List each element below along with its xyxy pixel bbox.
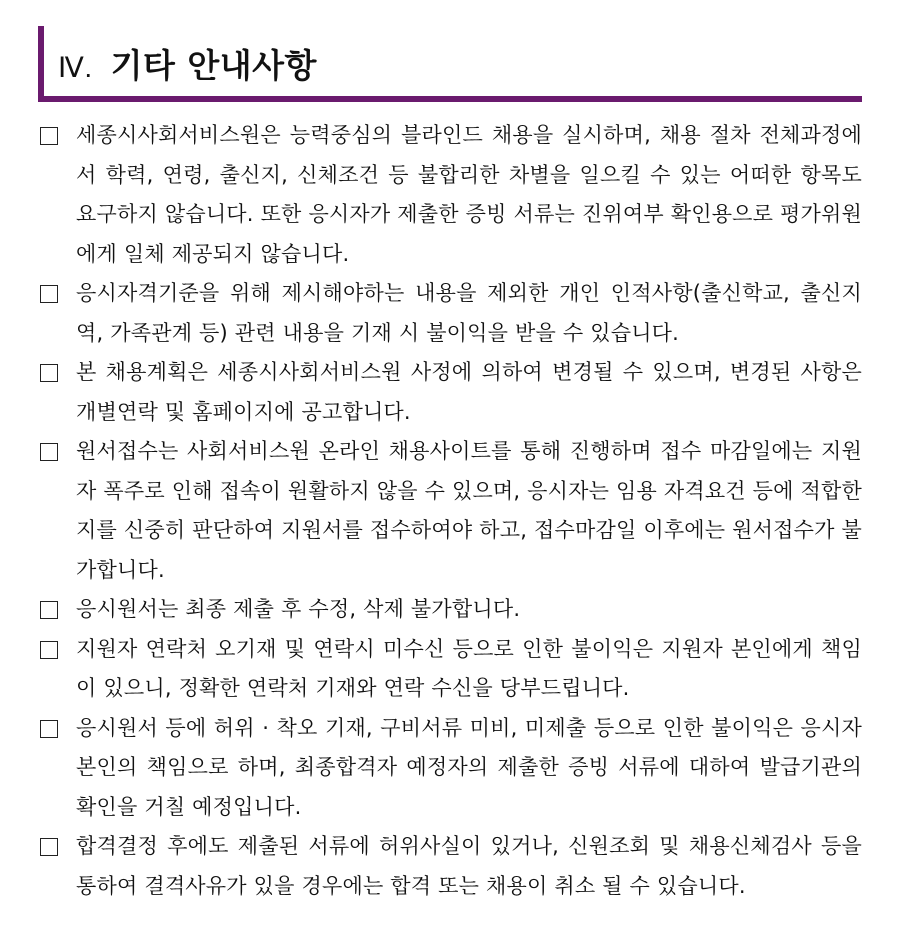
notice-text: 응시자격기준을 위해 제시해야하는 내용을 제외한 개인 인적사항(출신학교, 출신지역, 가족관계 등) 관련 내용을 기재 시 불이익을 받을 수 있습니다. xyxy=(76,281,862,345)
checkbox-icon xyxy=(40,285,58,303)
notice-item xyxy=(36,590,862,630)
checkbox-icon xyxy=(40,720,58,738)
notice-item xyxy=(36,274,862,353)
notice-text: 원서접수는 사회서비스원 온라인 채용사이트를 통해 진행하며 접수 마감일에는 지원자 폭주로 인해 접속이 원활하지 않을 수 있으며, 응시자는 임용 자격요건 등에 적합한지를 신중히 판단하여 지원서를 접수하여야 하고, 접수마감일 이후에는 원서접수가 불가합니다. xyxy=(76,439,862,582)
checkbox-icon xyxy=(40,443,58,461)
section-numeral: Ⅳ. xyxy=(58,52,93,83)
notice-list xyxy=(36,116,862,906)
notice-text: 응시원서 등에 허위 · 착오 기재, 구비서류 미비, 미제출 등으로 인한 불이익은 응시자 본인의 책임으로 하며, 최종합격자 예정자의 제출한 증빙 서류에 대하여 발급기관의 확인을 거칠 예정입니다. xyxy=(76,715,862,819)
checkbox-icon xyxy=(40,838,58,856)
notice-text: 합격결정 후에도 제출된 서류에 허위사실이 있거나, 신원조회 및 채용신체검사 등을 통하여 결격사유가 있을 경우에는 합격 또는 채용이 취소 될 수 있습니다. xyxy=(76,834,862,898)
notice-item xyxy=(36,116,862,274)
checkbox-icon xyxy=(40,364,58,382)
section-title xyxy=(58,40,317,87)
notice-item xyxy=(36,709,862,828)
checkbox-icon xyxy=(40,601,58,619)
notice-item xyxy=(36,432,862,590)
notice-text: 지원자 연락처 오기재 및 연락시 미수신 등으로 인한 불이익은 지원자 본인에게 책임이 있으니, 정확한 연락처 기재와 연락 수신을 당부드립니다. xyxy=(76,636,862,700)
notice-item xyxy=(36,827,862,906)
section-header xyxy=(38,26,862,102)
notice-item xyxy=(36,353,862,432)
checkbox-icon xyxy=(40,127,58,145)
notice-text: 본 채용계획은 세종시사회서비스원 사정에 의하여 변경될 수 있으며, 변경된 사항은 개별연락 및 홈페이지에 공고합니다. xyxy=(76,360,862,424)
notice-text: 응시원서는 최종 제출 후 수정, 삭제 불가합니다. xyxy=(76,597,521,621)
notice-item xyxy=(36,630,862,709)
notice-text: 세종시사회서비스원은 능력중심의 블라인드 채용을 실시하며, 채용 절차 전체과정에서 학력, 연령, 출신지, 신체조건 등 불합리한 차별을 일으킬 수 있는 어떠한 항목도 요구하지 않습니다. 또한 응시자가 제출한 증빙 서류는 진위여부 확인용으로 평가위원에게 일체 제공되지 않습니다. xyxy=(76,123,862,266)
section-title-text: 기타 안내사항 xyxy=(110,46,317,85)
checkbox-icon xyxy=(40,641,58,659)
